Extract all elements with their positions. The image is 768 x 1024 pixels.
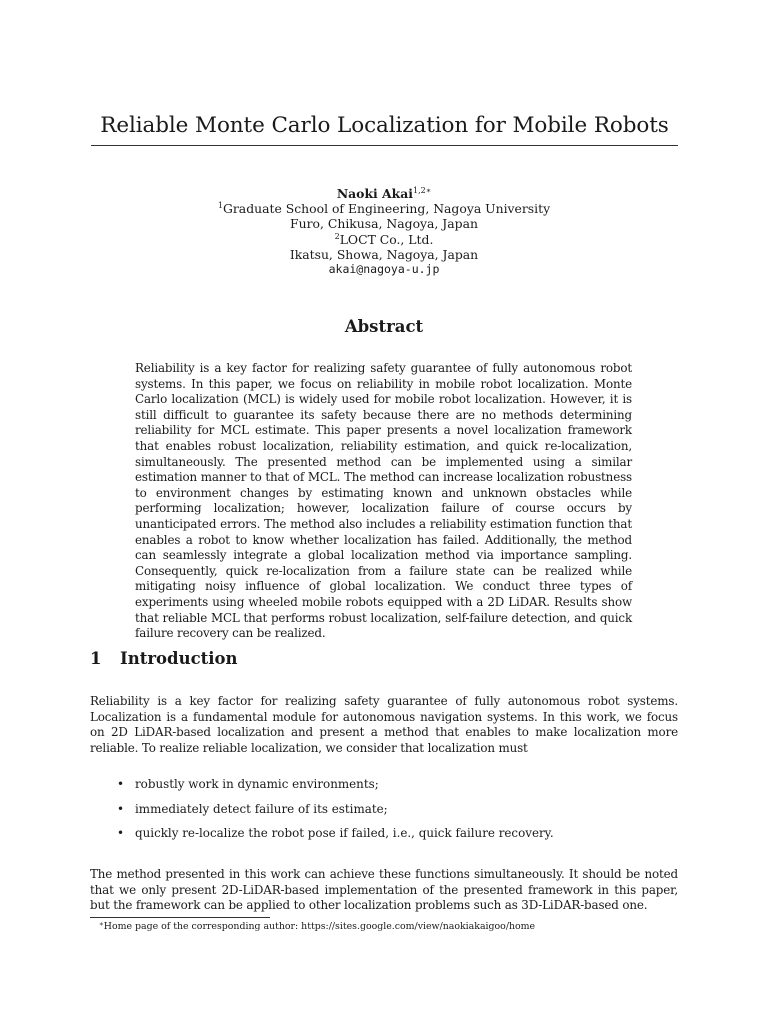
section-title: Introduction (120, 649, 238, 668)
affiliation-2 (184, 232, 584, 247)
section-heading-introduction (90, 648, 490, 670)
footnote-text: Home page of the corresponding author: https://sites.google.com/view/naokiakaigoo/home (103, 921, 536, 932)
bullet-icon: • (117, 801, 125, 816)
abstract-text: Reliability is a key factor for realizing safety guarantee of fully autonomous robot systems. In this paper, we focus on reliability in mobile robot localization. Monte Carlo localization (MCL) is widely used for mobile robot localization. However, it is still difficult to guarantee its safety because there are no methods determining reliability for MCL estimate. This paper presents a novel localization framework that enables robust localization, reliability estimation, and quick re-localization, simultaneously. The presented method can be implemented using a similar estimation manner to that of MCL. The method can increase localization robustness to environment changes by estimating known and unknown obstacles while performing localization; however, localization failure of course occurs by unanticipated errors. The method also includes a reliability estimation function that enables a robot to know whether localization has failed. Additionally, the method can seamlessly integrate a global localization method via importance sampling. Consequently, quick re-localization from a failure state can be realized while mitigating noisy influence of global localization. We conduct three types of experiments using wheeled mobile robots equipped with a 2D LiDAR. Results show that reliable MCL that performs robust localization, self-failure detection, and quick failure recovery can be realized. (135, 361, 632, 641)
author-line (184, 186, 584, 201)
abstract-heading: Abstract (344, 317, 424, 336)
affiliation-2-address: Ikatsu, Showa, Nagoya, Japan (289, 246, 479, 262)
intro-paragraph-1: Reliability is a key factor for realizing safety guarantee of fully autonomous robot systems. Localization is a fundamental module for autonomous navigation systems. In this work, we focus on 2D LiDAR-based localization and present a method that enables to make localization more reliable. To realize reliable localization, we consider that localization must (90, 694, 678, 755)
bullet-icon: • (117, 826, 125, 841)
requirements-list (117, 777, 677, 851)
footnote-rule (90, 917, 270, 918)
list-item-text: robustly work in dynamic environments; (135, 777, 379, 791)
affiliation-2-superscript: 2 (334, 231, 340, 241)
affiliation-1-superscript: 1 (217, 201, 223, 211)
affiliation-1-name: Graduate School of Engineering, Nagoya University (222, 201, 551, 217)
author-block (184, 186, 584, 277)
intro-paragraph-2: The method presented in this work can achieve these functions simultaneously. It should be noted that we only present 2D-LiDAR-based implementation of the presented framework in this paper, but the framework can be applied to other localization problems such as 3D-LiDAR-based one. (90, 867, 678, 913)
author-name: Naoki Akai (336, 186, 413, 201)
bullet-icon: • (117, 777, 125, 791)
list-item-text: quickly re-localize the robot pose if failed, i.e., quick failure recovery. (135, 826, 554, 841)
affiliation-1 (184, 201, 584, 216)
list-item (117, 826, 677, 842)
affiliation-2-name: LOCT Co., Ltd. (339, 231, 434, 247)
section-number: 1 (90, 649, 102, 668)
affiliation-1-address: Furo, Chikusa, Nagoya, Japan (290, 216, 478, 232)
title-rule (91, 145, 678, 146)
author-email: akai@nagoya-u.jp (328, 262, 440, 277)
paper-title: Reliable Monte Carlo Localization for Mobile Robots (100, 113, 669, 138)
list-item (117, 777, 677, 793)
footnote (99, 921, 679, 933)
list-item (117, 802, 677, 818)
list-item-text: immediately detect failure of its estimate; (135, 801, 388, 816)
author-name-superscript: 1,2∗ (413, 186, 432, 195)
footnote-mark: ∗ (99, 920, 104, 928)
